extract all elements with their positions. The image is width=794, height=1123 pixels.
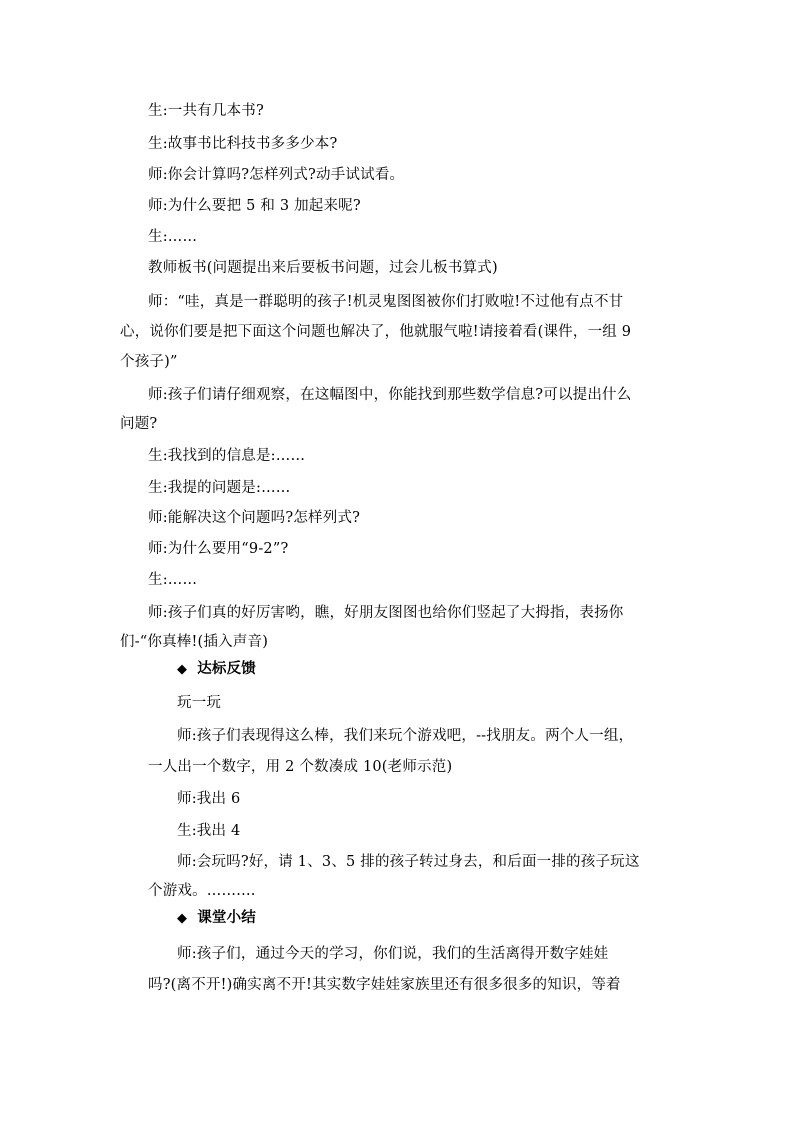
- text-line: 问题?: [120, 416, 158, 432]
- section-heading-text: 达标反馈: [197, 660, 257, 677]
- text-line: 生:故事书比科技书多多少本?: [148, 136, 338, 152]
- text-line: 生:……: [148, 229, 198, 245]
- text-line: 师:孩子们，通过今天的学习，你们说，我们的生活离得开数字娃娃: [177, 946, 609, 962]
- text-line: 一人出一个数字，用 2 个数凑成 10(老师示范): [148, 759, 453, 775]
- text-line: 心，说你们要是把下面这个问题也解决了，他就服气啦!请接着看(课件，一组 9: [120, 324, 632, 340]
- text-line: 师:孩子们请仔细观察，在这幅图中，你能找到那些数学信息?可以提出什么: [148, 387, 632, 403]
- text-line: 生:……: [148, 572, 198, 588]
- text-line: 生:我提的问题是:……: [148, 480, 291, 496]
- section-heading: [177, 659, 256, 680]
- text-line: 生:一共有几本书?: [148, 103, 264, 119]
- text-line: 师:我出 6: [177, 791, 241, 807]
- text-line: 吗?(离不开!)确实离不开!其实数字娃娃家族里还有很多很多的知识，等着: [148, 977, 621, 993]
- text-line: 师:能解决这个问题吗?怎样列式?: [148, 510, 361, 526]
- text-line: 们-“你真棒!(插入声音): [120, 634, 269, 650]
- text-line: 师：“哇，真是一群聪明的孩子!机灵鬼图图被你们打败啦!不过他有点不甘: [148, 294, 624, 310]
- text-line: 个孩子)”: [120, 354, 178, 370]
- text-line: 生:我出 4: [177, 823, 241, 839]
- diamond-bullet-icon: ◆: [177, 911, 188, 926]
- text-line: 师:会玩吗?好，请 1、3、5 排的孩子转过身去，和后面一排的孩子玩这: [177, 854, 640, 870]
- diamond-bullet-icon: ◆: [177, 662, 188, 677]
- text-line: 教师板书(问题提出来后要板书问题，过会儿板书算式): [148, 260, 498, 276]
- text-line: 玩一玩: [177, 695, 222, 711]
- section-heading: [177, 908, 256, 929]
- text-line: 师:为什么要把 5 和 3 加起来呢?: [148, 198, 361, 214]
- text-line: 个游戏。…….…: [148, 883, 256, 899]
- section-heading-text: 课堂小结: [197, 909, 257, 926]
- text-line: 师:你会计算吗?怎样列式?动手试试看。: [148, 167, 405, 183]
- text-line: 师:为什么要用“9-2”?: [148, 541, 289, 557]
- text-line: 师:孩子们真的好厉害哟，瞧，好朋友图图也给你们竖起了大拇指，表扬你: [148, 605, 624, 621]
- text-line: 师:孩子们表现得这么棒，我们来玩个游戏吧，--找朋友。两个人一组，: [177, 728, 634, 744]
- text-line: 生:我找到的信息是:……: [148, 448, 306, 464]
